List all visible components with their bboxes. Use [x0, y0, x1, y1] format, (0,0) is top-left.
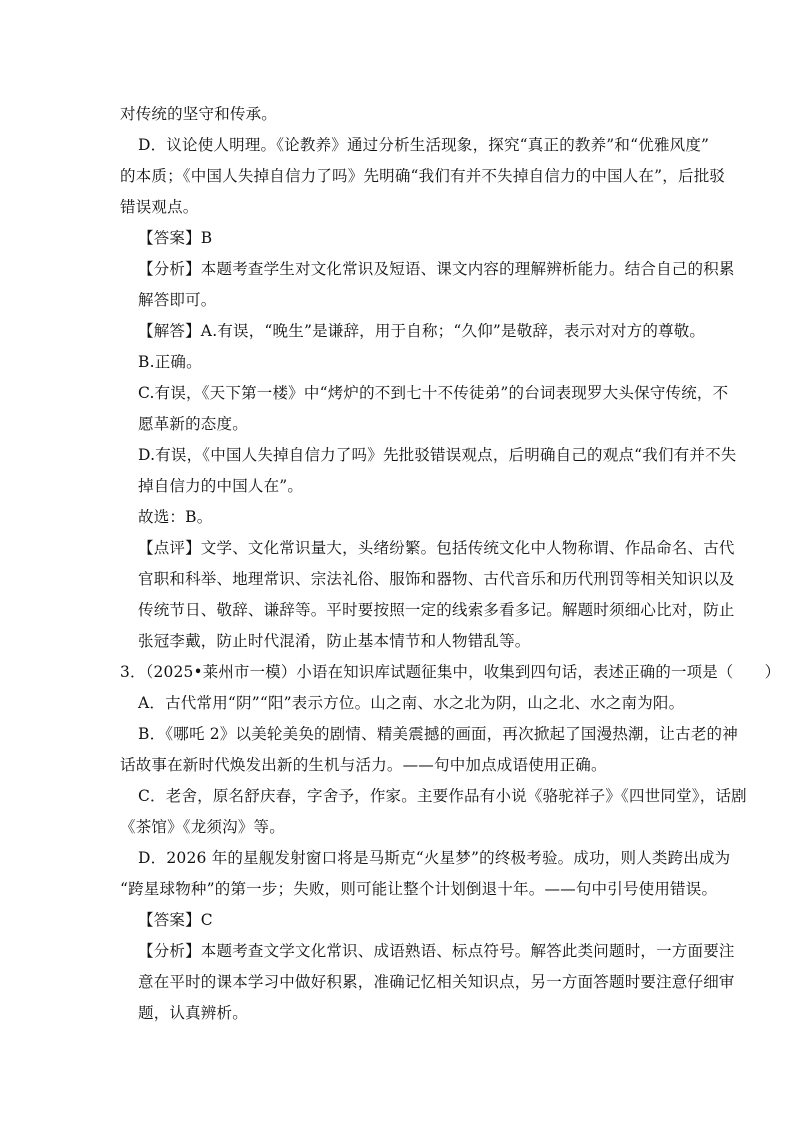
text-line: 对传统的坚守和传承。 — [120, 105, 278, 123]
text-line: “跨星球物种”的第一步；失败，则可能让整个计划倒退十年。——句中引号使用错误。 — [120, 880, 718, 898]
option-d-line: D．2026 年的星舰发射窗口将是马斯克“火星梦”的终极考验。成功，则人类跨出成为 — [138, 849, 731, 867]
text-line: 解答即可。 — [138, 291, 217, 309]
text-line: D.有误，《中国人失掉自信力了吗》先批驳错误观点，后明确自己的观点“我们有并不失 — [138, 446, 737, 464]
text-line: C.有误，《天下第一楼》中“烤炉的不到七十不传徒弟”的台词表现罗大头保守传统，不 — [138, 384, 729, 402]
option-b-line: B．《哪吒 2》以美轮美奂的剧情、精美震撼的画面，再次掀起了国漫热潮，让古老的神 — [138, 725, 738, 743]
text-line: 话故事在新时代焕发出新的生机与活力。——句中加点成语使用正确。 — [120, 756, 607, 774]
answer-line: 【答案】B — [138, 229, 213, 247]
text-line: 传统节日、敬辞、谦辞等。平时要按照一定的线索多看多记。解题时须细心比对，防止 — [138, 601, 735, 619]
text-line: 题，认真辨析。 — [138, 1004, 248, 1022]
option-a-line: A．古代常用“阴”“阳”表示方位。山之南、水之北为阴，山之北、水之南为阳。 — [138, 694, 685, 712]
text-line: 意在平时的课本学习中做好积累，准确记忆相关知识点，另一方面答题时要注意仔细审 — [138, 973, 735, 991]
option-c-line: C．老舍，原名舒庆春，字舍予，作家。主要作品有小说《骆驼祥子》《四世同堂》，话剧 — [138, 787, 747, 805]
text-line: 《茶馆》《龙须沟》等。 — [120, 818, 285, 836]
text-line: 错误观点。 — [120, 198, 199, 216]
text-line: B.正确。 — [138, 353, 202, 371]
question-3-stem: 3．（2025•莱州市一模）小语在知识库试题征集中，收集到四句话，表述正确的一项是（ ） — [120, 663, 781, 681]
text-line: 掉自信力的中国人在”。 — [138, 477, 304, 495]
solution-line: 【解答】A.有误，“晚生”是谦辞，用于自称；“久仰”是敬辞，表示对对方的尊敬。 — [138, 322, 706, 340]
analysis-line: 【分析】本题考查文学文化常识、成语熟语、标点符号。解答此类问题时，一方面要注 — [138, 942, 735, 960]
text-line: 张冠李戴，防止时代混淆，防止基本情节和人物错乱等。 — [138, 632, 531, 650]
text-line: 故选：B。 — [138, 508, 213, 526]
text-line: 官职和科举、地理常识、宗法礼俗、服饰和器物、古代音乐和历代刑罚等相关知识以及 — [138, 570, 735, 588]
analysis-line: 【分析】本题考查学生对文化常识及短语、课文内容的理解辨析能力。结合自己的积累 — [138, 260, 735, 278]
comment-line: 【点评】文学、文化常识量大，头绪纷繁。包括传统文化中人物称谓、作品命名、古代 — [138, 539, 735, 557]
option-d-line: D．议论使人明理。《论教养》通过分析生活现象，探究“真正的教养”和“优雅风度” — [138, 136, 710, 154]
answer-line: 【答案】C — [138, 911, 213, 929]
text-line: 愿革新的态度。 — [138, 415, 248, 433]
text-line: 的本质；《中国人失掉自信力了吗》先明确“我们有并不失掉自信力的中国人在”，后批驳 — [120, 167, 726, 185]
